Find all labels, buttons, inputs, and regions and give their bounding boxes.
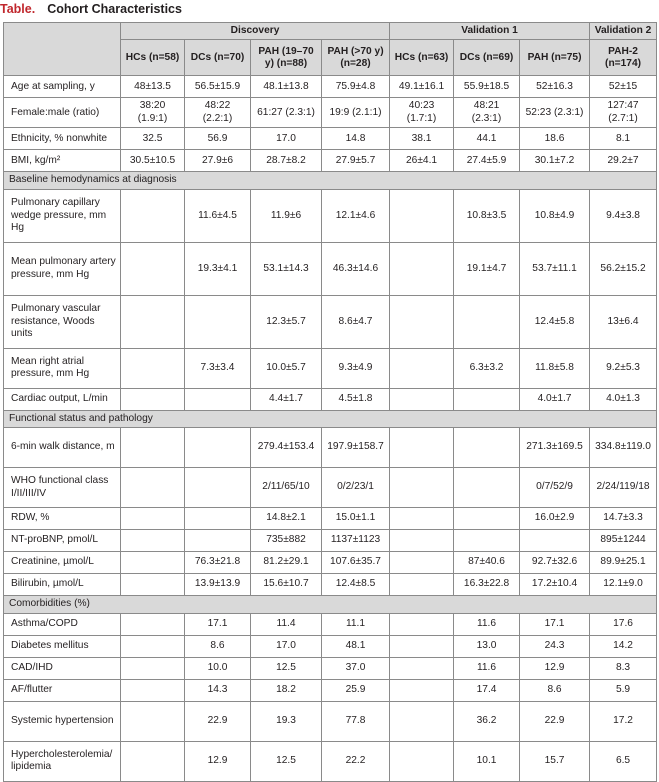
table-cell (121, 242, 185, 295)
table-cell: 89.9±25.1 (590, 552, 657, 574)
table-cell (454, 428, 520, 468)
table-cell: 12.3±5.7 (251, 295, 322, 348)
table-cell: 16.0±2.9 (520, 508, 590, 530)
table-cell: 1137±1123 (322, 530, 390, 552)
table-cell: 14.8 (322, 128, 390, 150)
table-cell: 22.2 (322, 741, 390, 781)
row-label: Female:male (ratio) (4, 98, 121, 128)
table-cell: 17.4 (454, 679, 520, 701)
table-cell (390, 679, 454, 701)
table-cell: 4.4±1.7 (251, 388, 322, 410)
table-cell: 2/24/119/18 (590, 468, 657, 508)
table-row (4, 428, 657, 468)
row-label: AF/flutter (4, 679, 121, 701)
table-cell (390, 428, 454, 468)
table-cell: 0/7/52/9 (520, 468, 590, 508)
table-cell: 52±16.3 (520, 76, 590, 98)
table-row (4, 635, 657, 657)
row-label: Creatinine, µmol/L (4, 552, 121, 574)
table-cell: 27.4±5.9 (454, 150, 520, 172)
table-cell: 44.1 (454, 128, 520, 150)
row-label: Ethnicity, % nonwhite (4, 128, 121, 150)
table-cell: 28.7±8.2 (251, 150, 322, 172)
table-cell: 38:20 (1.9:1) (121, 98, 185, 128)
table-cell: 11.8±5.8 (520, 348, 590, 388)
table-cell (454, 388, 520, 410)
section-label: Baseline hemodynamics at diagnosis (4, 172, 657, 189)
section-label: Comorbidities (%) (4, 596, 657, 613)
table-cell: 48±13.5 (121, 76, 185, 98)
table-cell (390, 741, 454, 781)
table-cell: 55.9±18.5 (454, 76, 520, 98)
row-label: Pulmonary vascular resistance, Woods units (4, 295, 121, 348)
table-row (4, 574, 657, 596)
table-cell: 81.2±29.1 (251, 552, 322, 574)
table-cell: 8.6 (185, 635, 251, 657)
row-label: Hypercholesterolemia/ lipidemia (4, 741, 121, 781)
column-header: PAH-2 (n=174) (590, 40, 657, 76)
table-cell (390, 468, 454, 508)
table-row (4, 530, 657, 552)
column-header: PAH (n=75) (520, 40, 590, 76)
table-cell: 26±4.1 (390, 150, 454, 172)
table-cell: 17.2±10.4 (520, 574, 590, 596)
table-cell: 8.6 (520, 679, 590, 701)
table-cell (121, 552, 185, 574)
table-row (4, 613, 657, 635)
table-cell: 12.4±5.8 (520, 295, 590, 348)
table-cell: 197.9±158.7 (322, 428, 390, 468)
table-cell: 27.9±6 (185, 150, 251, 172)
table-cell: 11.6 (454, 657, 520, 679)
table-cell: 6.3±3.2 (454, 348, 520, 388)
table-cell (454, 468, 520, 508)
table-cell: 11.6 (454, 613, 520, 635)
section-row (4, 410, 657, 427)
table-cell: 24.3 (520, 635, 590, 657)
table-cell: 12.5 (251, 657, 322, 679)
table-row (4, 128, 657, 150)
table-cell (121, 508, 185, 530)
table-cell: 75.9±4.8 (322, 76, 390, 98)
table-cell: 15.6±10.7 (251, 574, 322, 596)
row-label: Bilirubin, µmol/L (4, 574, 121, 596)
table-cell (185, 508, 251, 530)
table-cell: 22.9 (185, 701, 251, 741)
table-cell (121, 530, 185, 552)
table-cell (454, 530, 520, 552)
table-cell: 19.3 (251, 701, 322, 741)
group-header-validation-1: Validation 1 (390, 23, 590, 40)
table-cell: 56.5±15.9 (185, 76, 251, 98)
table-cell (121, 388, 185, 410)
table-caption (0, 0, 182, 18)
group-header-discovery: Discovery (121, 23, 390, 40)
table-cell: 61:27 (2.3:1) (251, 98, 322, 128)
table-cell (390, 701, 454, 741)
table-cell (121, 679, 185, 701)
table-cell: 12.1±9.0 (590, 574, 657, 596)
table-cell (390, 530, 454, 552)
table-cell: 18.6 (520, 128, 590, 150)
table-cell: 18.2 (251, 679, 322, 701)
table-cell: 127:47 (2.7:1) (590, 98, 657, 128)
table-cell: 7.3±3.4 (185, 348, 251, 388)
table-cell: 279.4±153.4 (251, 428, 322, 468)
group-header-row (4, 23, 657, 40)
column-header: DCs (n=69) (454, 40, 520, 76)
row-label: Age at sampling, y (4, 76, 121, 98)
table-cell: 56.2±15.2 (590, 242, 657, 295)
table-cell: 92.7±32.6 (520, 552, 590, 574)
table-cell (121, 295, 185, 348)
table-cell: 32.5 (121, 128, 185, 150)
row-label: Asthma/COPD (4, 613, 121, 635)
column-header: HCs (n=58) (121, 40, 185, 76)
table-cell: 38.1 (390, 128, 454, 150)
table-row (4, 552, 657, 574)
table-cell (390, 295, 454, 348)
table-cell: 14.3 (185, 679, 251, 701)
row-label: WHO functional class I/II/III/IV (4, 468, 121, 508)
table-cell: 9.4±3.8 (590, 189, 657, 242)
table-row (4, 741, 657, 781)
table-cell: 0/2/23/1 (322, 468, 390, 508)
table-row (4, 679, 657, 701)
table-cell: 10.1 (454, 741, 520, 781)
table-cell (121, 428, 185, 468)
table-cell: 735±882 (251, 530, 322, 552)
table-cell: 9.2±5.3 (590, 348, 657, 388)
table-cell: 12.1±4.6 (322, 189, 390, 242)
table-cell (454, 295, 520, 348)
row-label: Mean pulmonary artery pressure, mm Hg (4, 242, 121, 295)
row-label: Mean right atrial pressure, mm Hg (4, 348, 121, 388)
row-label: CAD/IHD (4, 657, 121, 679)
table-cell (121, 189, 185, 242)
column-header: DCs (n=70) (185, 40, 251, 76)
table-cell: 11.9±6 (251, 189, 322, 242)
table-cell: 36.2 (454, 701, 520, 741)
table-cell: 8.6±4.7 (322, 295, 390, 348)
table-cell: 334.8±119.0 (590, 428, 657, 468)
table-cell: 17.2 (590, 701, 657, 741)
table-cell: 10.8±4.9 (520, 189, 590, 242)
column-header: PAH (>70 y) (n=28) (322, 40, 390, 76)
table-cell: 12.9 (185, 741, 251, 781)
table-cell: 29.2±7 (590, 150, 657, 172)
table-cell: 8.3 (590, 657, 657, 679)
table-cell (454, 508, 520, 530)
table-cell: 11.6±4.5 (185, 189, 251, 242)
row-label: Pulmonary capillary wedge pressure, mm Hg (4, 189, 121, 242)
table-cell (185, 388, 251, 410)
table-cell: 77.8 (322, 701, 390, 741)
column-header: HCs (n=63) (390, 40, 454, 76)
row-label: Cardiac output, L/min (4, 388, 121, 410)
table-header (4, 23, 657, 76)
table-row (4, 295, 657, 348)
table-cell: 11.4 (251, 613, 322, 635)
table-cell: 87±40.6 (454, 552, 520, 574)
table-cell: 19:9 (2.1:1) (322, 98, 390, 128)
table-cell: 48:22 (2.2:1) (185, 98, 251, 128)
table-cell: 14.2 (590, 635, 657, 657)
table-cell (390, 613, 454, 635)
table-cell: 53.7±11.1 (520, 242, 590, 295)
table-cell (390, 552, 454, 574)
table-cell (390, 508, 454, 530)
table-cell: 11.1 (322, 613, 390, 635)
table-cell (121, 657, 185, 679)
table-cell: 53.1±14.3 (251, 242, 322, 295)
group-header-validation-2: Validation 2 (590, 23, 657, 40)
table-row (4, 76, 657, 98)
table-row (4, 242, 657, 295)
table-cell: 4.0±1.3 (590, 388, 657, 410)
table-cell (121, 348, 185, 388)
table-cell: 10.0 (185, 657, 251, 679)
row-label: RDW, % (4, 508, 121, 530)
row-label: Systemic hypertension (4, 701, 121, 741)
table-cell (121, 468, 185, 508)
table-row (4, 468, 657, 508)
table-cell (390, 348, 454, 388)
table-cell: 49.1±16.1 (390, 76, 454, 98)
table-cell: 30.5±10.5 (121, 150, 185, 172)
table-cell: 12.4±8.5 (322, 574, 390, 596)
section-label: Functional status and pathology (4, 410, 657, 427)
table-cell: 4.0±1.7 (520, 388, 590, 410)
table-cell: 2/11/65/10 (251, 468, 322, 508)
table-row (4, 508, 657, 530)
table-cell: 37.0 (322, 657, 390, 679)
table-cell (390, 189, 454, 242)
table-cell: 48.1±13.8 (251, 76, 322, 98)
table-cell: 16.3±22.8 (454, 574, 520, 596)
table-cell: 10.8±3.5 (454, 189, 520, 242)
table-row (4, 657, 657, 679)
table-cell (390, 388, 454, 410)
table-cell: 8.1 (590, 128, 657, 150)
row-label: BMI, kg/m² (4, 150, 121, 172)
column-header: PAH (19–70 y) (n=88) (251, 40, 322, 76)
table-body (4, 76, 657, 781)
table-cell: 271.3±169.5 (520, 428, 590, 468)
table-cell (121, 701, 185, 741)
table-cell: 56.9 (185, 128, 251, 150)
table-cell: 76.3±21.8 (185, 552, 251, 574)
table-cell: 52:23 (2.3:1) (520, 98, 590, 128)
table-cell: 5.9 (590, 679, 657, 701)
table-cell (390, 657, 454, 679)
table-cell: 12.9 (520, 657, 590, 679)
table-cell (185, 468, 251, 508)
table-cell: 13.9±13.9 (185, 574, 251, 596)
table-cell: 6.5 (590, 741, 657, 781)
table-cell: 17.1 (520, 613, 590, 635)
table-cell: 25.9 (322, 679, 390, 701)
table-cell: 14.7±3.3 (590, 508, 657, 530)
table-label: Table. (0, 2, 36, 16)
cohort-table (3, 22, 657, 782)
table-cell (121, 613, 185, 635)
table-cell: 27.9±5.7 (322, 150, 390, 172)
table-row (4, 348, 657, 388)
table-cell: 107.6±35.7 (322, 552, 390, 574)
table-cell: 46.3±14.6 (322, 242, 390, 295)
row-label: 6-min walk distance, m (4, 428, 121, 468)
table-cell: 19.3±4.1 (185, 242, 251, 295)
table-cell (390, 242, 454, 295)
section-row (4, 596, 657, 613)
table-row (4, 388, 657, 410)
table-cell: 10.0±5.7 (251, 348, 322, 388)
table-cell (121, 741, 185, 781)
table-cell (121, 635, 185, 657)
table-cell: 19.1±4.7 (454, 242, 520, 295)
table-cell: 12.5 (251, 741, 322, 781)
table-cell: 895±1244 (590, 530, 657, 552)
table-cell: 48:21 (2.3:1) (454, 98, 520, 128)
table-row (4, 150, 657, 172)
table-row (4, 189, 657, 242)
table-cell (185, 428, 251, 468)
table-cell (390, 635, 454, 657)
table-cell: 30.1±7.2 (520, 150, 590, 172)
table-cell (520, 530, 590, 552)
table-cell: 9.3±4.9 (322, 348, 390, 388)
table-cell: 13±6.4 (590, 295, 657, 348)
table-cell: 13.0 (454, 635, 520, 657)
table-cell: 52±15 (590, 76, 657, 98)
table-cell (185, 295, 251, 348)
table-cell: 17.1 (185, 613, 251, 635)
table-cell: 15.0±1.1 (322, 508, 390, 530)
table-cell (185, 530, 251, 552)
table-row (4, 701, 657, 741)
table-title: Cohort Characteristics (47, 2, 182, 16)
table-cell: 17.0 (251, 635, 322, 657)
row-label: NT-proBNP, pmol/L (4, 530, 121, 552)
table-cell: 14.8±2.1 (251, 508, 322, 530)
table-cell: 40:23 (1.7:1) (390, 98, 454, 128)
section-row (4, 172, 657, 189)
table-cell: 17.6 (590, 613, 657, 635)
table-cell: 17.0 (251, 128, 322, 150)
table-cell: 48.1 (322, 635, 390, 657)
table-cell: 15.7 (520, 741, 590, 781)
table-cell (390, 574, 454, 596)
table-cell (121, 574, 185, 596)
row-label: Diabetes mellitus (4, 635, 121, 657)
corner-cell (4, 23, 121, 76)
table-cell: 4.5±1.8 (322, 388, 390, 410)
table-cell: 22.9 (520, 701, 590, 741)
table-row (4, 98, 657, 128)
